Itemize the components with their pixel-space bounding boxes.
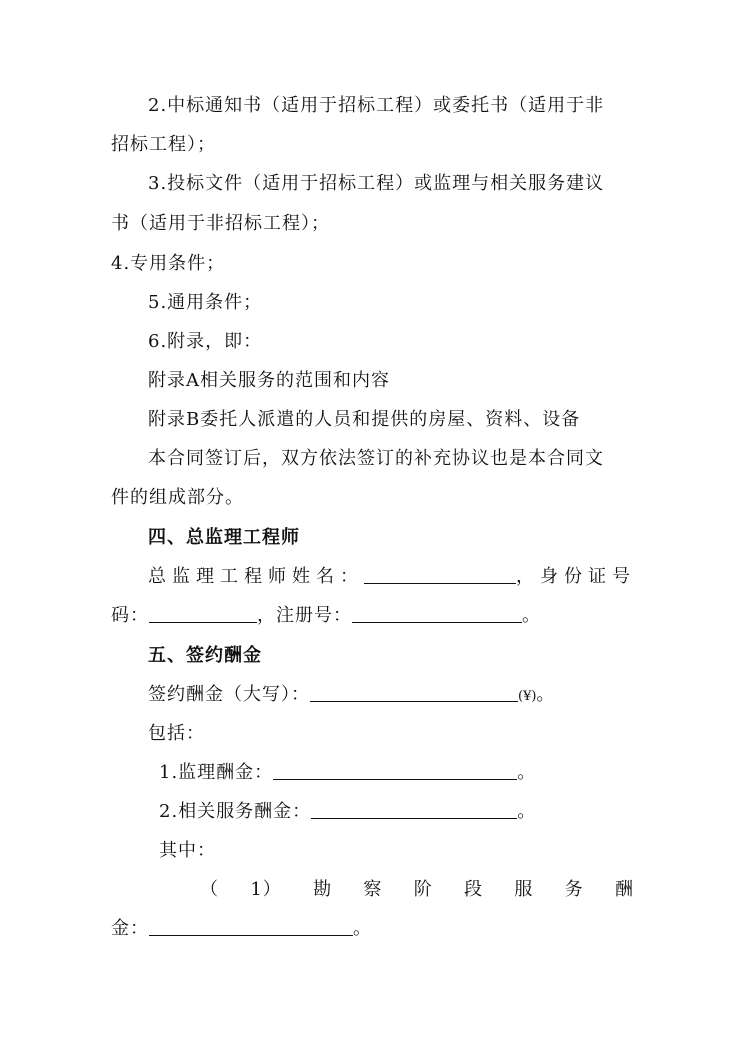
para-3-line-2: 书（适用于非招标工程）； bbox=[111, 213, 330, 234]
registration-number-field[interactable] bbox=[352, 604, 522, 623]
contract-amount-field[interactable] bbox=[310, 683, 518, 702]
contract-amount-label: 签约酬金（大写）： bbox=[148, 684, 310, 705]
supervision-fee-field[interactable] bbox=[273, 761, 517, 780]
para-5: 5.通用条件； bbox=[148, 292, 263, 313]
appendix-b: 附录B委托人派遣的人员和提供的房屋、资料、设备 bbox=[148, 409, 581, 430]
survey-fee-word: 务 bbox=[564, 879, 584, 900]
contract-amount-end: 。 bbox=[536, 684, 556, 705]
related-service-fee-row bbox=[159, 800, 536, 824]
survey-fee-word: （ bbox=[200, 879, 219, 900]
survey-fee-line-1 bbox=[200, 878, 634, 902]
survey-fee-word: 服 bbox=[514, 879, 534, 900]
survey-fee-word: 酬 bbox=[614, 879, 634, 900]
supervision-fee-label: 1.监理酬金： bbox=[159, 762, 274, 783]
supervision-fee-row bbox=[159, 761, 536, 785]
para-2-line-1: 2.中标通知书（适用于招标工程）或委托书（适用于非 bbox=[148, 95, 605, 116]
para-2-line-2: 招标工程）； bbox=[111, 134, 216, 155]
chief-engineer-name-field[interactable] bbox=[364, 565, 516, 584]
currency-symbol: (¥) bbox=[518, 689, 537, 704]
survey-fee-word: 1） bbox=[250, 879, 282, 900]
contract-amount-row bbox=[148, 683, 555, 709]
para-6: 6.附录，即： bbox=[148, 331, 263, 352]
para-3-line-1: 3.投标文件（适用于招标工程）或监理与相关服务建议 bbox=[148, 173, 605, 194]
survey-fee-label-cont: 金： bbox=[111, 918, 149, 939]
chief-engineer-name-row bbox=[148, 565, 636, 589]
section-5-heading: 五、签约酬金 bbox=[148, 645, 262, 666]
chief-engineer-name-label: 总监理工程师姓名： bbox=[148, 566, 364, 587]
related-service-fee-field[interactable] bbox=[311, 800, 517, 819]
supplement-line-2: 件的组成部分。 bbox=[111, 487, 244, 508]
registration-label: ，注册号： bbox=[257, 605, 352, 626]
related-service-fee-label: 2.相关服务酬金： bbox=[159, 801, 312, 822]
survey-fee-word: 察 bbox=[363, 879, 383, 900]
includes-label: 包括： bbox=[148, 723, 205, 744]
para-4: 4.专用条件； bbox=[111, 253, 226, 274]
appendix-a: 附录A相关服务的范围和内容 bbox=[148, 370, 390, 391]
survey-fee-word: 勘 bbox=[313, 879, 333, 900]
survey-fee-field[interactable] bbox=[149, 917, 353, 936]
supervision-fee-end: 。 bbox=[517, 762, 537, 783]
id-row-end: 。 bbox=[522, 605, 541, 626]
id-number-field[interactable] bbox=[149, 604, 257, 623]
survey-fee-end: 。 bbox=[353, 918, 372, 939]
related-service-fee-end: 。 bbox=[517, 801, 537, 822]
survey-fee-word: 段 bbox=[464, 879, 484, 900]
id-registration-row bbox=[111, 604, 541, 628]
id-number-label: ，身份证号 bbox=[516, 566, 636, 587]
among-label: 其中： bbox=[159, 840, 216, 861]
survey-fee-line-2 bbox=[111, 917, 372, 941]
id-number-label-cont: 码： bbox=[111, 605, 149, 626]
supplement-line-1: 本合同签订后，双方依法签订的补充协议也是本合同文 bbox=[148, 448, 604, 469]
section-4-heading: 四、总监理工程师 bbox=[148, 527, 300, 548]
survey-fee-word: 阶 bbox=[413, 879, 433, 900]
